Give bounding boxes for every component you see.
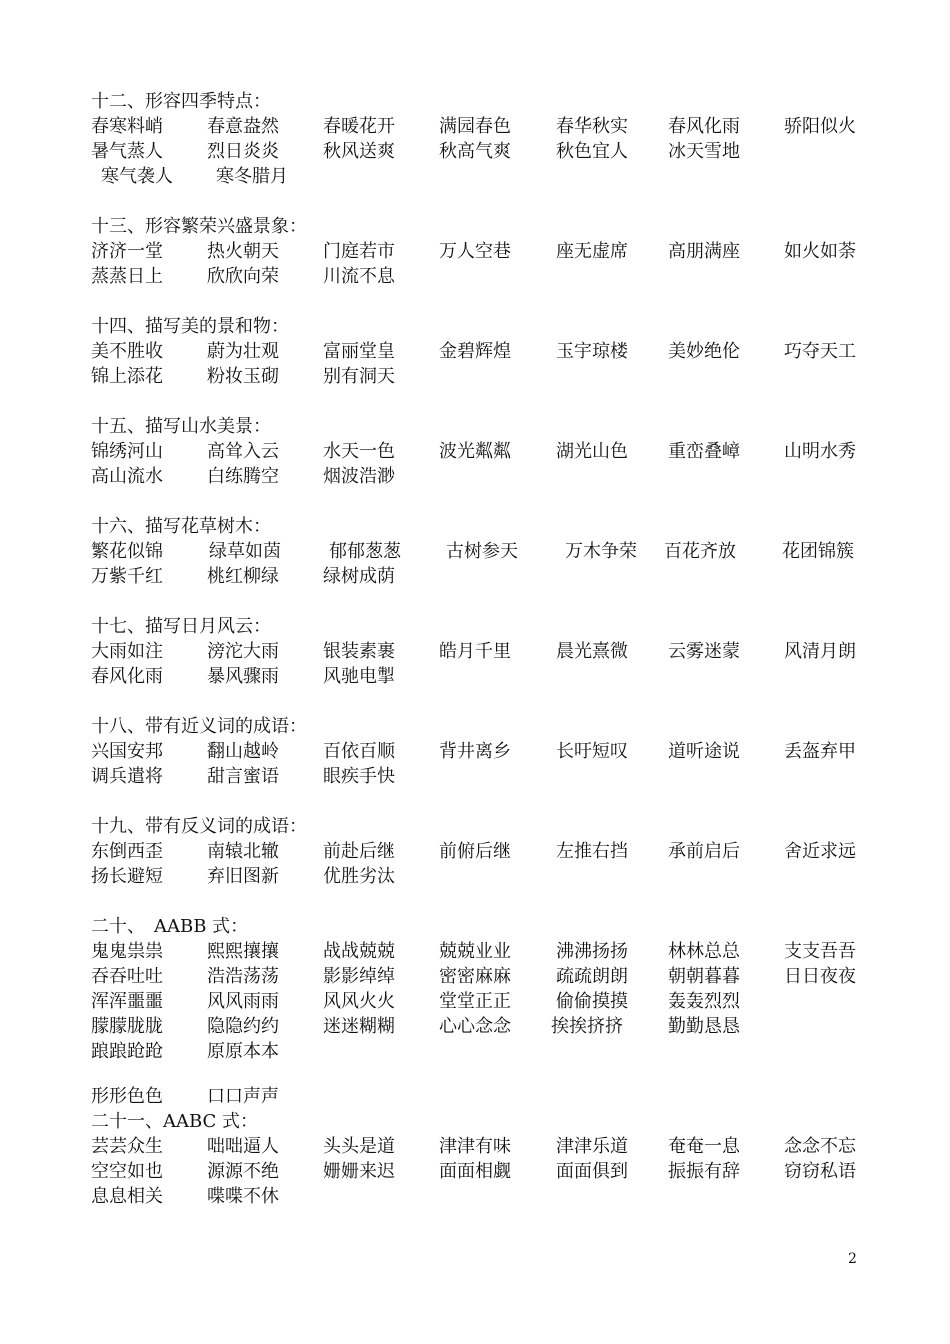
idiom: 津津有味 — [439, 1136, 511, 1157]
idiom: 前俯后继 — [439, 841, 511, 862]
idiom: 风风火火 — [323, 991, 395, 1012]
idiom: 白练腾空 — [207, 466, 279, 487]
idiom: 翻山越岭 — [207, 741, 279, 762]
idiom: 战战兢兢 — [323, 941, 395, 962]
idiom: 咄咄逼人 — [207, 1136, 279, 1157]
idiom-row — [91, 739, 871, 764]
idiom: 云雾迷蒙 — [668, 641, 740, 662]
idiom: 偷偷摸摸 — [556, 991, 628, 1012]
idiom: 烟波浩渺 — [323, 466, 395, 487]
idiom: 东倒西歪 — [91, 841, 163, 862]
idiom: 兴国安邦 — [91, 741, 163, 762]
idiom: 美妙绝伦 — [668, 341, 740, 362]
idiom: 滂沱大雨 — [207, 641, 279, 662]
idiom: 头头是道 — [323, 1136, 395, 1157]
idiom: 挨挨挤挤 — [551, 1016, 623, 1037]
idiom-row — [91, 139, 871, 164]
section-heading: 十二、形容四季特点： — [91, 91, 271, 112]
idiom-row — [91, 339, 871, 364]
section-heading: 十九、带有反义词的成语： — [91, 816, 307, 837]
idiom: 源源不绝 — [207, 1161, 279, 1182]
idiom: 春暖花开 — [323, 116, 395, 137]
idiom: 骄阳似火 — [784, 116, 856, 137]
idiom: 轰轰烈烈 — [668, 991, 740, 1012]
idiom-row — [91, 239, 871, 264]
idiom-row — [91, 639, 871, 664]
idiom: 左推右挡 — [556, 841, 628, 862]
idiom-row — [91, 1159, 871, 1184]
idiom: 兢兢业业 — [439, 941, 511, 962]
idiom: 锦绣河山 — [91, 441, 163, 462]
idiom: 锦上添花 — [91, 366, 163, 387]
idiom: 冰天雪地 — [668, 141, 740, 162]
idiom: 如火如荼 — [784, 241, 856, 262]
idiom-row — [91, 664, 871, 689]
idiom: 暴风骤雨 — [207, 666, 279, 687]
idiom: 玉宇琼楼 — [556, 341, 628, 362]
idiom: 富丽堂皇 — [323, 341, 395, 362]
idiom: 繁花似锦 — [91, 541, 163, 562]
idiom: 朦朦胧胧 — [91, 1016, 163, 1037]
idiom: 风风雨雨 — [207, 991, 279, 1012]
idiom: 朝朝暮暮 — [668, 966, 740, 987]
idiom-row — [91, 864, 871, 889]
idiom: 满园春色 — [439, 116, 511, 137]
idiom: 暑气蒸人 — [91, 141, 163, 162]
idiom: 绿树成荫 — [323, 566, 395, 587]
idiom: 日日夜夜 — [784, 966, 856, 987]
idiom: 喋喋不休 — [207, 1186, 279, 1207]
idiom: 门庭若市 — [323, 241, 395, 262]
section-heading: 二十一、AABC 式： — [91, 1111, 259, 1132]
idiom: 波光粼粼 — [439, 441, 511, 462]
idiom: 鬼鬼祟祟 — [91, 941, 163, 962]
idiom-row — [91, 364, 871, 389]
idiom: 银装素裹 — [323, 641, 395, 662]
idiom: 湖光山色 — [556, 441, 628, 462]
idiom: 调兵遣将 — [91, 766, 163, 787]
idiom: 堂堂正正 — [439, 991, 511, 1012]
idiom: 百花齐放 — [664, 541, 736, 562]
idiom: 弃旧图新 — [207, 866, 279, 887]
page-number: 2 — [848, 1251, 857, 1267]
idiom-row — [91, 439, 871, 464]
idiom: 寒气袭人 — [101, 166, 173, 187]
idiom: 欣欣向荣 — [207, 266, 279, 287]
idiom: 蒸蒸日上 — [91, 266, 163, 287]
idiom-row — [91, 1184, 871, 1209]
section-heading: 十六、描写花草树木： — [91, 516, 271, 537]
idiom: 面面相觑 — [439, 1161, 511, 1182]
idiom: 座无虚席 — [556, 241, 628, 262]
idiom: 高耸入云 — [207, 441, 279, 462]
idiom-row — [91, 1014, 871, 1039]
idiom: 息息相关 — [91, 1186, 163, 1207]
idiom: 密密麻麻 — [439, 966, 511, 987]
idiom: 百依百顺 — [323, 741, 395, 762]
section-heading: 十三、形容繁荣兴盛景象： — [91, 216, 307, 237]
idiom: 山明水秀 — [784, 441, 856, 462]
idiom: 道听途说 — [668, 741, 740, 762]
idiom: 高朋满座 — [668, 241, 740, 262]
idiom-row — [91, 1134, 871, 1159]
idiom: 浩浩荡荡 — [207, 966, 279, 987]
idiom: 重峦叠嶂 — [668, 441, 740, 462]
idiom: 林林总总 — [668, 941, 740, 962]
idiom: 南辕北辙 — [207, 841, 279, 862]
idiom: 郁郁葱葱 — [329, 541, 401, 562]
idiom: 热火朝天 — [207, 241, 279, 262]
idiom: 扬长避短 — [91, 866, 163, 887]
idiom: 甜言蜜语 — [207, 766, 279, 787]
idiom: 面面俱到 — [556, 1161, 628, 1182]
section-heading: 十七、描写日月风云： — [91, 616, 271, 637]
idiom: 支支吾吾 — [784, 941, 856, 962]
idiom: 芸芸众生 — [91, 1136, 163, 1157]
idiom-row — [91, 264, 871, 289]
idiom: 大雨如注 — [91, 641, 163, 662]
idiom: 高山流水 — [91, 466, 163, 487]
idiom: 隐隐约约 — [207, 1016, 279, 1037]
section-heading: 十四、描写美的景和物： — [91, 316, 289, 337]
idiom: 舍近求远 — [784, 841, 856, 862]
idiom: 眼疾手快 — [323, 766, 395, 787]
idiom: 烈日炎炎 — [207, 141, 279, 162]
idiom: 勤勤恳恳 — [668, 1016, 740, 1037]
idiom: 念念不忘 — [784, 1136, 856, 1157]
idiom: 风清月朗 — [784, 641, 856, 662]
idiom: 绿草如茵 — [209, 541, 281, 562]
idiom-row — [91, 1084, 871, 1109]
idiom: 窃窃私语 — [784, 1161, 856, 1182]
idiom: 桃红柳绿 — [207, 566, 279, 587]
idiom-row — [91, 464, 871, 489]
idiom: 巧夺天工 — [784, 341, 856, 362]
idiom: 姗姗来迟 — [323, 1161, 395, 1182]
idiom: 迷迷糊糊 — [323, 1016, 395, 1037]
idiom: 春风化雨 — [91, 666, 163, 687]
idiom: 蔚为壮观 — [207, 341, 279, 362]
idiom: 踉踉跄跄 — [91, 1041, 163, 1062]
idiom-row — [91, 539, 871, 564]
idiom-row — [91, 764, 871, 789]
idiom: 花团锦簇 — [782, 541, 854, 562]
idiom: 前赴后继 — [323, 841, 395, 862]
idiom: 疏疏朗朗 — [556, 966, 628, 987]
idiom: 皓月千里 — [439, 641, 511, 662]
idiom: 美不胜收 — [91, 341, 163, 362]
idiom: 丢盔弃甲 — [784, 741, 856, 762]
idiom-row — [91, 839, 871, 864]
idiom: 熙熙攘攘 — [207, 941, 279, 962]
idiom: 奄奄一息 — [668, 1136, 740, 1157]
idiom: 秋色宜人 — [556, 141, 628, 162]
idiom: 背井离乡 — [439, 741, 511, 762]
idiom: 春寒料峭 — [91, 116, 163, 137]
idiom-row — [91, 564, 871, 589]
section-heading: 十八、带有近义词的成语： — [91, 716, 307, 737]
idiom: 风驰电掣 — [323, 666, 395, 687]
idiom-row — [91, 989, 871, 1014]
idiom: 春华秋实 — [556, 116, 628, 137]
idiom: 寒冬腊月 — [216, 166, 288, 187]
idiom: 春风化雨 — [668, 116, 740, 137]
idiom: 承前启后 — [668, 841, 740, 862]
idiom: 津津乐道 — [556, 1136, 628, 1157]
idiom: 川流不息 — [323, 266, 395, 287]
idiom: 优胜劣汰 — [323, 866, 395, 887]
idiom: 形形色色 — [91, 1086, 163, 1107]
idiom: 吞吞吐吐 — [91, 966, 163, 987]
idiom: 粉妆玉砌 — [207, 366, 279, 387]
idiom: 影影绰绰 — [323, 966, 395, 987]
idiom-row — [91, 114, 871, 139]
idiom: 空空如也 — [91, 1161, 163, 1182]
idiom: 口口声声 — [207, 1086, 279, 1107]
idiom: 秋风送爽 — [323, 141, 395, 162]
idiom: 振振有辞 — [668, 1161, 740, 1182]
idiom: 心心念念 — [439, 1016, 511, 1037]
section-heading: 十五、描写山水美景： — [91, 416, 271, 437]
idiom: 水天一色 — [323, 441, 395, 462]
idiom: 古树参天 — [446, 541, 518, 562]
section-heading: 二十、 AABB 式： — [91, 916, 249, 937]
idiom: 沸沸扬扬 — [556, 941, 628, 962]
idiom: 秋高气爽 — [439, 141, 511, 162]
idiom: 晨光熹微 — [556, 641, 628, 662]
idiom: 万人空巷 — [439, 241, 511, 262]
idiom-row — [91, 1039, 871, 1064]
idiom-row — [91, 164, 871, 189]
idiom: 济济一堂 — [91, 241, 163, 262]
idiom: 原原本本 — [207, 1041, 279, 1062]
idiom: 浑浑噩噩 — [91, 991, 163, 1012]
idiom: 春意盎然 — [207, 116, 279, 137]
idiom-row — [91, 964, 871, 989]
idiom: 长吁短叹 — [556, 741, 628, 762]
idiom: 万紫千红 — [91, 566, 163, 587]
idiom: 别有洞天 — [323, 366, 395, 387]
idiom: 金碧辉煌 — [439, 341, 511, 362]
idiom-row — [91, 939, 871, 964]
idiom: 万木争荣 — [565, 541, 637, 562]
